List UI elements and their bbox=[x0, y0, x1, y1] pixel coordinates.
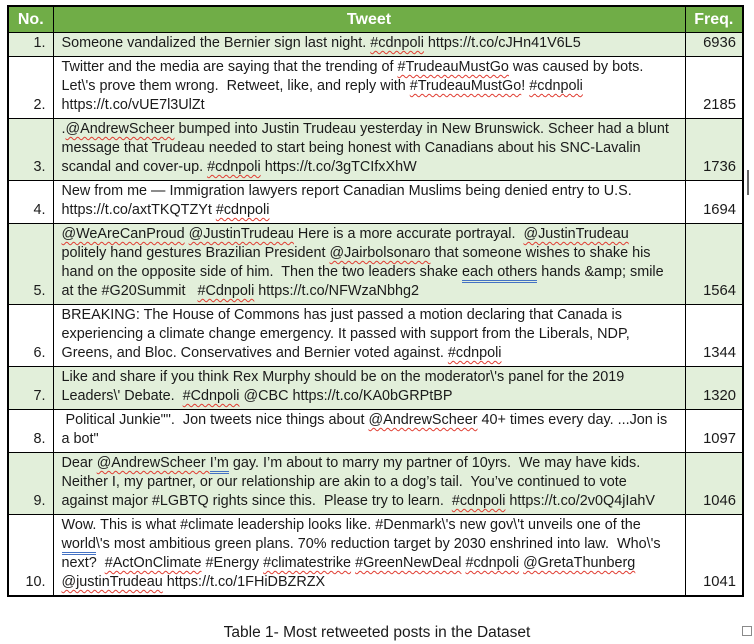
tweet-text-segment: that someone wishes to shake his hand on the opposite side of him. Then the two leaders shake bbox=[61, 245, 655, 280]
tweet-text-segment: https://t.co/2v0Q4jIahV bbox=[505, 493, 656, 509]
tweet-text-segment: ! bbox=[521, 78, 530, 94]
tweet-text-segment: Someone vandalized the Bernier sign last night. bbox=[61, 35, 371, 51]
cell-tweet-text bbox=[53, 181, 685, 224]
tweet-text-segment: https://t.co/1FHiDBZRZX bbox=[162, 574, 326, 590]
cell-frequency: 1694 bbox=[685, 181, 743, 224]
tweet-text-segment bbox=[635, 555, 639, 571]
tweet-text-segment: politely hand gestures Brazilian President bbox=[61, 226, 633, 261]
cell-frequency: 1736 bbox=[685, 119, 743, 181]
tweet-text-segment: Here is a more accurate portrayal. bbox=[293, 226, 524, 242]
spellcheck-underline: #GreenNewDeal bbox=[355, 555, 462, 571]
cell-frequency: 1097 bbox=[685, 410, 743, 453]
cell-frequency: 6936 bbox=[685, 33, 743, 57]
spellcheck-underline: @AndrewScheer bbox=[65, 121, 175, 137]
header-no: No. bbox=[8, 6, 53, 33]
tweet-text-segment: . bbox=[61, 121, 66, 137]
cell-frequency: 1041 bbox=[685, 515, 743, 597]
tweet-text-segment: hands &amp; smile at the #G20Summit bbox=[61, 264, 668, 299]
spellcheck-underline: #Cdnpoli bbox=[182, 388, 240, 404]
tweet-text-segment: https://t.co/3gTCIfxXhW bbox=[260, 159, 417, 175]
cell-tweet-text bbox=[53, 367, 685, 410]
resize-handle-icon[interactable] bbox=[742, 626, 752, 636]
tweet-text-segment: Political Junkie"". Jon tweets nice things about bbox=[61, 412, 369, 428]
table-row bbox=[8, 453, 743, 515]
table-row bbox=[8, 367, 743, 410]
cell-frequency: 1046 bbox=[685, 453, 743, 515]
spellcheck-underline: @AndrewScheer bbox=[96, 455, 210, 471]
tweet-text-segment: gay. I’m about to marry my partner of 10yrs. We may have kids. Neither I, my partner, or our relationship are akin to a dog’s tail. You’ve continued to vote against major #LGBTQ rights since this. Please try to learn. bbox=[61, 455, 649, 509]
spellcheck-underline: #cdnpoli bbox=[447, 345, 502, 361]
cell-row-number: 10. bbox=[8, 515, 53, 597]
tweet-text-segment: Dear bbox=[61, 455, 97, 471]
spellcheck-underline: #TrudeauMustGo bbox=[397, 59, 509, 75]
spellcheck-underline: @Jairbolsonaro bbox=[329, 245, 431, 261]
cell-frequency: 2185 bbox=[685, 57, 743, 119]
tweet-text-segment: New from me — Immigration lawyers report Canadian Muslims being denied entry to U.S. https://t.co/axtTKQTZYt bbox=[61, 183, 636, 218]
cell-frequency: 1344 bbox=[685, 305, 743, 367]
cell-frequency: 1320 bbox=[685, 367, 743, 410]
spellcheck-underline: #TrudeauMustGo bbox=[409, 78, 522, 94]
cell-tweet-text bbox=[53, 410, 685, 453]
grammar-underline: I’m bbox=[210, 455, 229, 474]
tweet-text-segment: #Energy bbox=[201, 555, 264, 571]
table-caption: Table 1- Most retweeted posts in the Dataset bbox=[223, 624, 531, 641]
tweet-text-segment: Twitter and the media are saying that the trending of bbox=[61, 59, 398, 75]
table-row bbox=[8, 119, 743, 181]
cell-tweet-text bbox=[53, 33, 685, 57]
table-row bbox=[8, 515, 743, 597]
tweet-text-segment: https://t.co/NFWzaNbhg2 bbox=[254, 283, 420, 299]
spellcheck-underline: @WeAreCanProud bbox=[61, 226, 185, 242]
header-tweet: Tweet bbox=[53, 6, 685, 33]
tweet-text-segment: was caused by bots. Let\'s prove them wrong. Retweet, like, and reply with bbox=[61, 59, 648, 94]
retweet-table bbox=[7, 5, 744, 597]
spellcheck-underline: @justinTrudeau bbox=[61, 574, 163, 590]
cell-row-number: 7. bbox=[8, 367, 53, 410]
spellcheck-underline: @GretaThunberg bbox=[523, 555, 636, 571]
tweet-text-segment: 40+ times every day. ...Jon is a bot" bbox=[61, 412, 672, 447]
table-body bbox=[8, 33, 743, 597]
tweet-text-segment: https://t.co/cJHn41V6L5 bbox=[423, 35, 581, 51]
spellcheck-underline: @AndrewScheer bbox=[368, 412, 478, 428]
header-freq: Freq. bbox=[685, 6, 743, 33]
spellcheck-underline: #cdnpoli bbox=[465, 555, 520, 571]
spellcheck-underline: #climatestrike bbox=[263, 555, 352, 571]
cell-row-number: 3. bbox=[8, 119, 53, 181]
spellcheck-underline: #cdnpoli bbox=[529, 78, 583, 94]
table-header bbox=[8, 6, 743, 33]
tweet-text-segment: Like and share if you think Rex Murphy should be on the moderator\'s panel for the 2019 Leaders\' Debate. bbox=[61, 369, 629, 404]
header-row bbox=[8, 6, 743, 33]
cell-row-number: 4. bbox=[8, 181, 53, 224]
table-row bbox=[8, 305, 743, 367]
tweet-text-segment: BREAKING: The House of Commons has just passed a motion declaring that Canada is experiencing a climate change emergency. It passed with support from the Liberals, NDP, Greens, and Bloc. Conservatives and Bernier voted against. bbox=[61, 307, 634, 361]
cell-row-number: 8. bbox=[8, 410, 53, 453]
spellcheck-underline: #cdnpoli bbox=[370, 35, 424, 51]
grammar-underline: each others bbox=[462, 264, 537, 283]
tweet-text-segment: bumped into Justin Trudeau yesterday in New Brunswick. Scheer had a blunt message that Trudeau needed to start being honest with Canadians about his SNC-Lavalin scandal and cover-up. bbox=[61, 121, 673, 175]
table-row bbox=[8, 181, 743, 224]
cell-row-number: 5. bbox=[8, 224, 53, 305]
spellcheck-underline: #Cdnpoli bbox=[197, 283, 255, 299]
cell-row-number: 6. bbox=[8, 305, 53, 367]
spellcheck-underline: #ActOnClimate bbox=[104, 555, 202, 571]
cell-row-number: 2. bbox=[8, 57, 53, 119]
table-row bbox=[8, 410, 743, 453]
table-row bbox=[8, 57, 743, 119]
tweet-text-segment: \'s most ambitious green plans. 70% reduction target by 2030 enshrined into law. Who\'s next? bbox=[61, 536, 665, 571]
spellcheck-underline: @JustinTrudeau bbox=[523, 226, 629, 242]
spellcheck-underline: #cdnpoli bbox=[451, 493, 506, 509]
cell-frequency: 1564 bbox=[685, 224, 743, 305]
grammar-underline: world bbox=[62, 536, 96, 555]
cell-tweet-text bbox=[53, 57, 685, 119]
tweet-text-segment: https://t.co/vUE7l3UlZt bbox=[61, 78, 587, 113]
cell-row-number: 1. bbox=[8, 33, 53, 57]
spellcheck-underline: @JustinTrudeau bbox=[188, 226, 294, 242]
cell-tweet-text bbox=[53, 224, 685, 305]
scrollbar-thumb[interactable] bbox=[747, 170, 749, 195]
cell-tweet-text bbox=[53, 119, 685, 181]
table-row bbox=[8, 224, 743, 305]
spellcheck-underline: #cdnpoli bbox=[215, 202, 270, 218]
tweet-text-segment: @CBC https://t.co/KA0bGRPtBP bbox=[239, 388, 453, 404]
cell-tweet-text bbox=[53, 453, 685, 515]
spellcheck-underline: #cdnpoli bbox=[207, 159, 261, 175]
cell-tweet-text bbox=[53, 515, 685, 597]
cell-row-number: 9. bbox=[8, 453, 53, 515]
table-row bbox=[8, 33, 743, 57]
tweet-text-segment: Wow. This is what #climate leadership looks like. #Denmark\'s new gov\'t unveils one of the bbox=[61, 517, 645, 533]
cell-tweet-text bbox=[53, 305, 685, 367]
